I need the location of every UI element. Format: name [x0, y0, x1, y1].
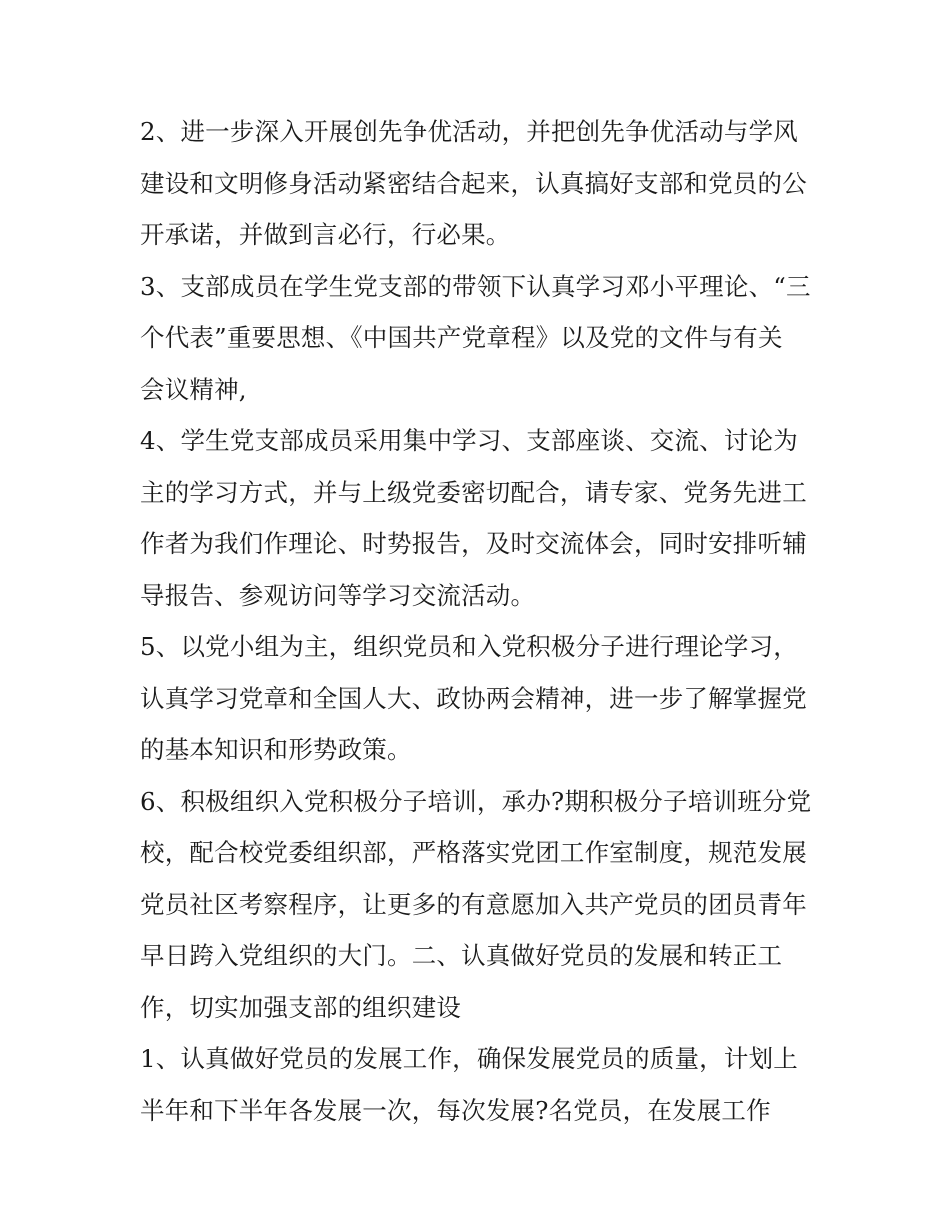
text-line: 作者为我们作理论、时势报告，及时交流体会，同时安排听辅 [140, 529, 807, 558]
text-line: 2、进一步深入开展创先争优活动，并把创先争优活动与学风 [140, 117, 798, 146]
text-line: 导报告、参观访问等学习交流活动。 [140, 580, 536, 610]
document-body-text [140, 106, 820, 1136]
text-line: 1、认真做好党员的发展工作，确保发展党员的质量，计划上 [140, 1044, 798, 1073]
text-line: 个代表”重要思想、《中国共产党章程》以及党的文件与有关 [140, 323, 783, 352]
text-line: 建设和文明修身活动紧密结合起来，认真搞好支部和党员的公 [140, 168, 807, 198]
text-line: 校，配合校党委组织部，严格落实党团工作室制度，规范发展 [140, 838, 807, 867]
text-line: 3、支部成员在学生党支部的带领下认真学习邓小平理论、“三 [140, 271, 811, 301]
text-line: 6、积极组织入党积极分子培训，承办?期积极分子培训班分党 [140, 786, 812, 816]
text-line: 早日跨入党组织的大门。二、认真做好党员的发展和转正工 [140, 941, 783, 970]
text-line: 会议精神, [140, 374, 247, 404]
text-line: 半年和下半年各发展一次，每次发展?名党员，在发展工作 [140, 1095, 771, 1125]
text-line: 开承诺，并做到言必行，行必果。 [140, 220, 511, 249]
text-line: 党员社区考察程序，让更多的有意愿加入共产党员的团员青年 [140, 889, 807, 919]
text-line: 作，切实加强支部的组织建设 [140, 992, 462, 1022]
text-line: 的基本知识和形势政策。 [140, 735, 412, 764]
text-line: 4、学生党支部成员采用集中学习、支部座谈、交流、讨论为 [140, 426, 798, 455]
text-line: 认真学习党章和全国人大、政协两会精神，进一步了解掌握党 [140, 683, 807, 713]
text-line: 主的学习方式，并与上级党委密切配合，请专家、党务先进工 [140, 477, 807, 507]
text-line: 5、以党小组为主，组织党员和入党积极分子进行理论学习， [140, 632, 798, 661]
